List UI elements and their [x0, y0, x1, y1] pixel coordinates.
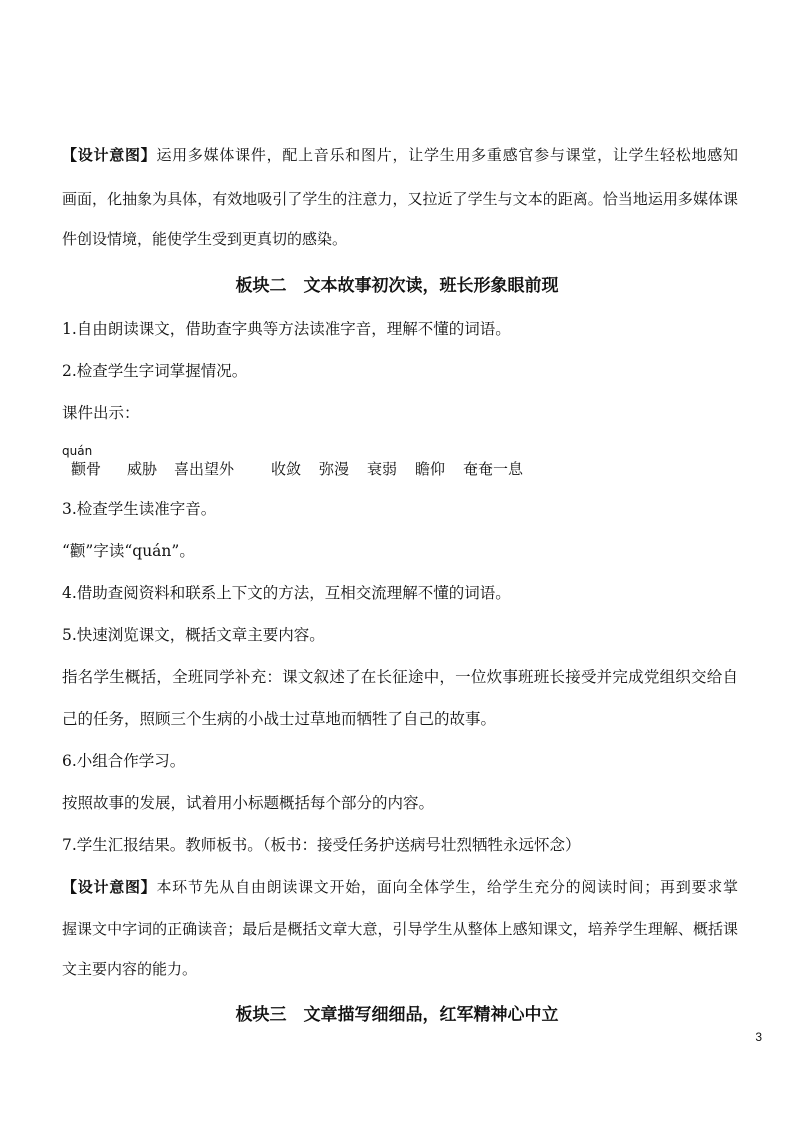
vocab-word: 弥漫 [319, 460, 350, 478]
item-7: 7.学生汇报结果。教师板书。（板书：接受任务护送病号壮烈牺牲永远怀念） [62, 836, 581, 854]
vocab-word: 奄奄一息 [463, 460, 524, 478]
summary-line2: 己的任务，照顾三个生病的小战士过草地而牺牲了自己的故事。 [62, 710, 497, 728]
summary-line1: 指名学生概括，全班同学补充：课文叙述了在长征途中，一位炊事班班长接受并完成党组织交给自 [62, 668, 738, 686]
vocab-word: 衰弱 [367, 460, 398, 478]
vocab-word: 瞻仰 [415, 460, 446, 478]
vocab-word: 收敛 [271, 460, 302, 478]
item-3: 3.检查学生读准字音。 [62, 500, 217, 518]
intent2-line3: 文主要内容的能力。 [62, 960, 198, 978]
page-number: 3 [755, 1030, 762, 1044]
intent1-line3: 件创设情境，能使学生受到更真切的感染。 [62, 230, 348, 248]
vocab-word: 威胁 [127, 460, 158, 478]
pinyin-annotation: quán [62, 444, 93, 458]
section2-heading: 板块二 文本故事初次读，班长形象眼前现 [235, 276, 559, 296]
item-6: 6.小组合作学习。 [62, 752, 186, 770]
item-4: 4.借助查阅资料和联系上下文的方法，互相交流理解不懂的词语。 [62, 584, 511, 602]
intent2-label: 【设计意图】 [62, 878, 157, 896]
item-2: 2.检查学生字词掌握情况。 [62, 362, 248, 380]
group-task: 按照故事的发展，试着用小标题概括每个部分的内容。 [62, 794, 435, 812]
vocab-word: 颧骨 [71, 460, 102, 478]
intent2-line1: 【设计意图】本环节先从自由朗读课文开始，面向全体学生，给学生充分的阅读时间；再到要求掌 [62, 878, 738, 896]
section3-heading: 板块三 文章描写细细品，红军精神心中立 [235, 1005, 559, 1025]
intent1-line1: 【设计意图】运用多媒体课件，配上音乐和图片，让学生用多重感官参与课堂，让学生轻松地感知 [62, 146, 738, 164]
item-1: 1.自由朗读课文，借助查字典等方法读准字音，理解不懂的词语。 [62, 320, 511, 338]
pinyin-note: “颧”字读“quán”。 [62, 542, 195, 560]
intent1-line2: 画面，化抽象为具体，有效地吸引了学生的注意力，又拉近了学生与文本的距离。恰当地运用多媒体课 [62, 190, 738, 208]
courseware-label: 课件出示： [62, 404, 140, 422]
intent1-label: 【设计意图】 [62, 146, 157, 164]
vocab-word: 喜出望外 [174, 460, 235, 478]
intent2-line2: 握课文中字词的正确读音；最后是概括文章大意，引导学生从整体上感知课文，培养学生理解、概括课 [62, 920, 738, 938]
item-5: 5.快速浏览课文，概括文章主要内容。 [62, 626, 325, 644]
